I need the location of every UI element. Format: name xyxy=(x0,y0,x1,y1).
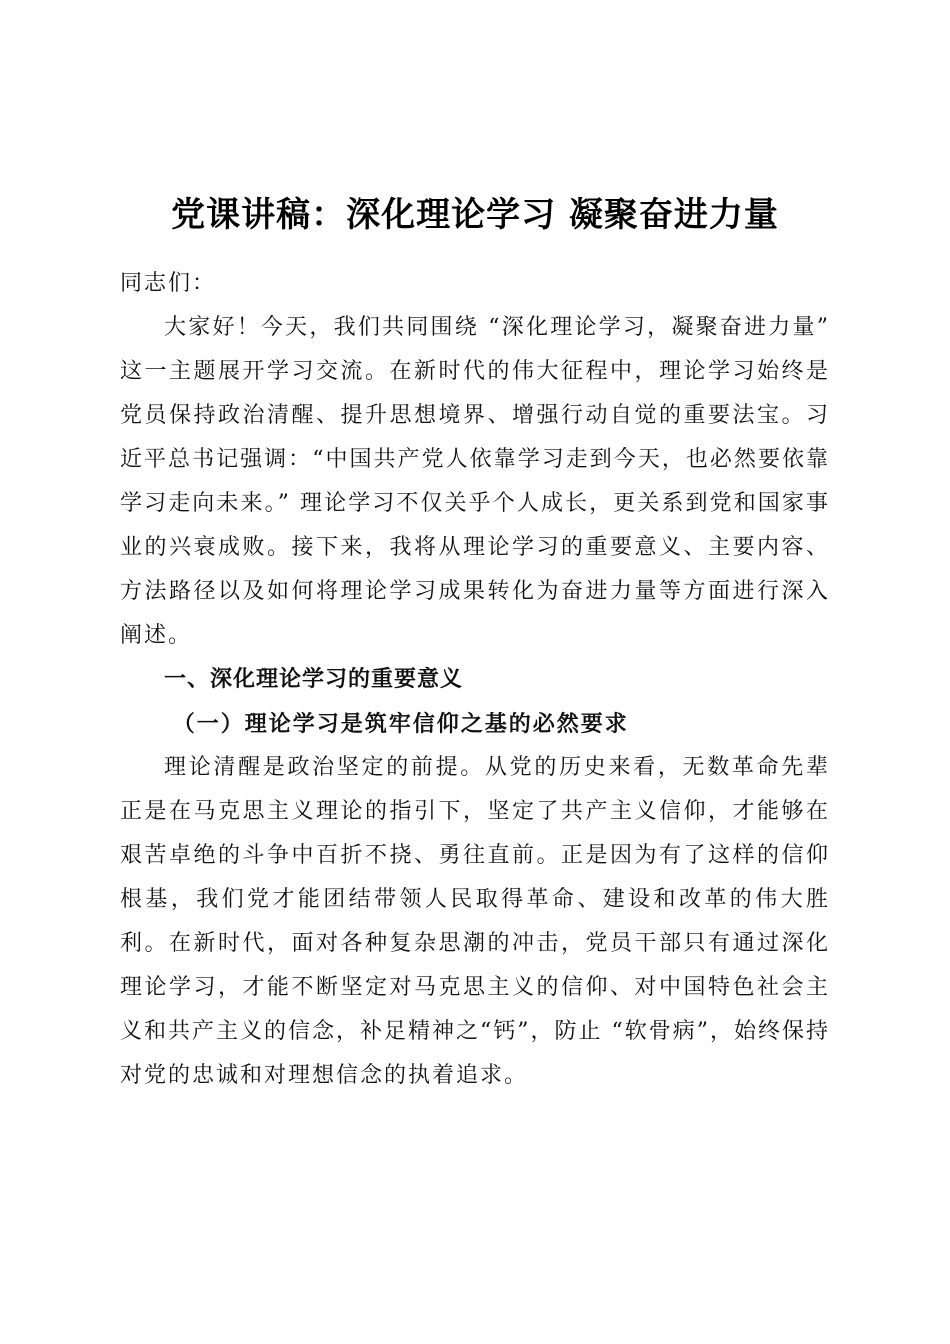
document-title: 党课讲稿：深化理论学习 凝聚奋进力量 xyxy=(171,195,779,235)
intro-paragraph: 大家好！今天，我们共同围绕 “深化理论学习，凝聚奋进力量” 这一主题展开学习交流。在新时代的伟大征程中，理论学习始终是党员保持政治清醒、提升思想境界、增强行动自觉的重要法宝。习近平总书记强调：“中国共产党人依靠学习走到今天，也必然要依靠学习走向未来。” 理论学习不仅关乎个人成长，更关系到党和国家事业的兴衰成败。接下来，我将从理论学习的重要意义、主要内容、方法路径以及如何将理论学习成果转化为奋进力量等方面进行深入阐述。 xyxy=(120,315,830,648)
salutation: 同志们： xyxy=(120,271,217,296)
body-paragraph: 理论清醒是政治坚定的前提。从党的历史来看，无数革命先辈正是在马克思主义理论的指引下，坚定了共产主义信仰，才能够在艰苦卓绝的斗争中百折不挠、勇往直前。正是因为有了这样的信仰根基，我们党才能团结带领人民取得革命、建设和改革的伟大胜利。在新时代，面对各种复杂思潮的冲击，党员干部只有通过深化理论学习，才能不断坚定对马克思主义的信仰、对中国特色社会主义和共产主义的信念，补足精神之“钙”，防止 “软骨病”，始终保持对党的忠诚和对理想信念的执着追求。 xyxy=(120,755,830,1088)
document-body xyxy=(120,262,830,1098)
section-heading: 一、深化理论学习的重要意义 xyxy=(164,667,464,692)
subsection-heading: （一）理论学习是筑牢信仰之基的必然要求 xyxy=(172,711,629,737)
